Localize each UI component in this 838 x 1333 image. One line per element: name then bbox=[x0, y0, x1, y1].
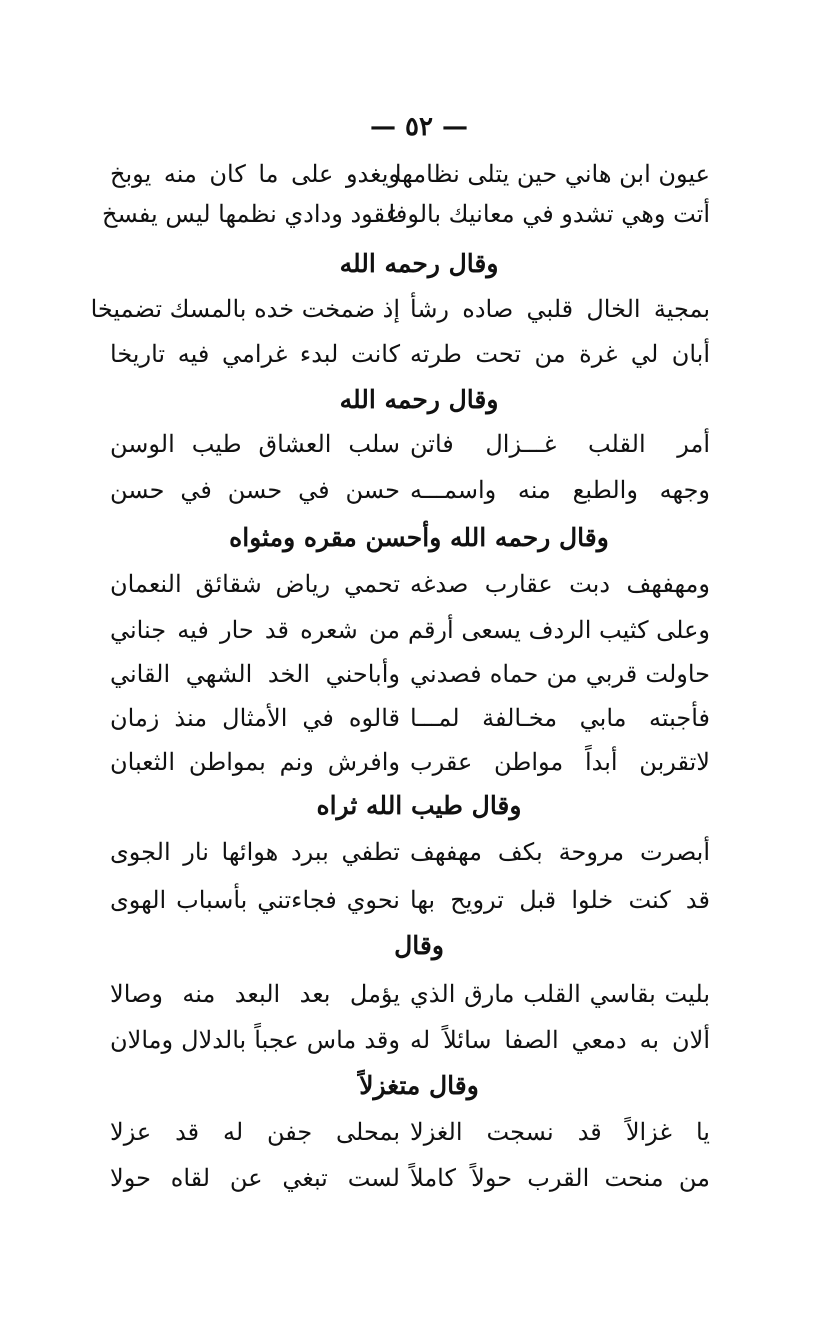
verse-first-hemistich: لاتقربن أبداً مواطن عقرب bbox=[410, 748, 710, 776]
poem-heading: وقال bbox=[394, 931, 444, 960]
verse-first-hemistich: ومهفهف دبت عقارب صدغه bbox=[410, 570, 710, 598]
verse-second-hemistich: سلب العشاق طيب الوسن bbox=[110, 430, 400, 458]
verse-first-hemistich: من منحت القرب حولاً كاملاً bbox=[410, 1164, 710, 1192]
verse-first-hemistich: أمر القلب غـــزال فاتن bbox=[410, 430, 710, 458]
verse-second-hemistich: حسن في حسن في حسن bbox=[110, 476, 400, 504]
verse-first-hemistich: بمجية الخال قلبي صاده رشأ bbox=[410, 295, 710, 323]
poem-heading: وقال طيب الله ثراه bbox=[316, 791, 522, 820]
page-number: — ٥٢ — bbox=[369, 112, 469, 142]
verse-line bbox=[90, 289, 710, 329]
verse-line bbox=[110, 654, 710, 694]
verse-second-hemistich: نحوي فجاءتني بأسباب الهوى bbox=[110, 886, 400, 914]
verse-second-hemistich: وقد ماس عجباً بالدلال ومالان bbox=[110, 1026, 400, 1054]
verse-first-hemistich: يا غزالاً قد نسجت الغزلا bbox=[410, 1118, 710, 1146]
verse-line bbox=[110, 1112, 710, 1152]
poem-heading: وقال رحمه الله bbox=[339, 385, 499, 414]
verse-second-hemistich: قالوه في الأمثال منذ زمان bbox=[110, 704, 400, 732]
verse-second-hemistich: وافرش ونم بمواطن الثعبان bbox=[110, 748, 400, 776]
verse-second-hemistich: عقود ودادي نظمها ليس يفسخ bbox=[102, 200, 400, 228]
verse-line bbox=[110, 424, 710, 464]
verse-first-hemistich: وعلى كثيب الردف يسعى أرقم bbox=[407, 616, 710, 644]
verse-second-hemistich: وأباحني الخد الشهي القاني bbox=[110, 660, 400, 688]
verse-line bbox=[110, 564, 710, 604]
poem-heading: وقال متغزلاً bbox=[359, 1071, 479, 1100]
verse-second-hemistich: تطفي ببرد هوائها نار الجوى bbox=[110, 838, 400, 866]
verse-first-hemistich: ألان به دمعي الصفا سائلاً له bbox=[410, 1026, 710, 1054]
verse-line bbox=[110, 742, 710, 782]
verse-second-hemistich: إذ ضمخت خده بالمسك تضميخا bbox=[90, 295, 400, 323]
verse-second-hemistich: كانت لبدء غرامي فيه تاريخا bbox=[110, 340, 400, 368]
verse-second-hemistich: بمحلى جفن له قد عزلا bbox=[110, 1118, 400, 1146]
verse-line bbox=[110, 832, 710, 872]
verse-first-hemistich: حاولت قربي من حماه فصدني bbox=[410, 660, 710, 688]
verse-first-hemistich: وجهه والطبع منه واسمـــه bbox=[410, 476, 710, 504]
verse-line bbox=[110, 974, 710, 1014]
verse-line bbox=[110, 880, 710, 920]
verse-line bbox=[110, 1020, 710, 1060]
verse-second-hemistich: من شعره قد حار فيه جناني bbox=[110, 616, 400, 644]
verse-line bbox=[110, 610, 710, 650]
poem-heading: وقال رحمه الله وأحسن مقره ومثواه bbox=[229, 523, 609, 552]
verse-first-hemistich: فأجبته مابي مخـالفة لمـــا bbox=[410, 704, 710, 732]
verse-first-hemistich: أبان لي غرة من تحت طرته bbox=[410, 340, 710, 368]
verse-second-hemistich: يؤمل بعد البعد منه وصالا bbox=[110, 980, 400, 1008]
verse-first-hemistich: بليت بقاسي القلب مارق الذي bbox=[410, 980, 710, 1008]
verse-line bbox=[102, 194, 710, 234]
verse-first-hemistich: أتت وهي تشدو في معانيك بالوفا bbox=[388, 200, 710, 228]
poem-heading: وقال رحمه الله bbox=[339, 249, 499, 278]
verse-line bbox=[110, 334, 710, 374]
verse-first-hemistich: قد كنت خلوا قبل ترويح بها bbox=[410, 886, 710, 914]
verse-second-hemistich: لست تبغي عن لقاه حولا bbox=[110, 1164, 400, 1192]
verse-first-hemistich: أبصرت مروحة بكف مهفهف bbox=[410, 838, 710, 866]
verse-line bbox=[110, 1158, 710, 1198]
verse-second-hemistich: تحمي رياض شقائق النعمان bbox=[110, 570, 400, 598]
verse-line bbox=[110, 698, 710, 738]
verse-second-hemistich: ويغدو على ما كان منه يوبخ bbox=[110, 160, 400, 188]
verse-line bbox=[110, 154, 710, 194]
verse-line bbox=[110, 470, 710, 510]
verse-first-hemistich: عيون ابن هاني حين يتلى نظامها bbox=[394, 160, 710, 188]
